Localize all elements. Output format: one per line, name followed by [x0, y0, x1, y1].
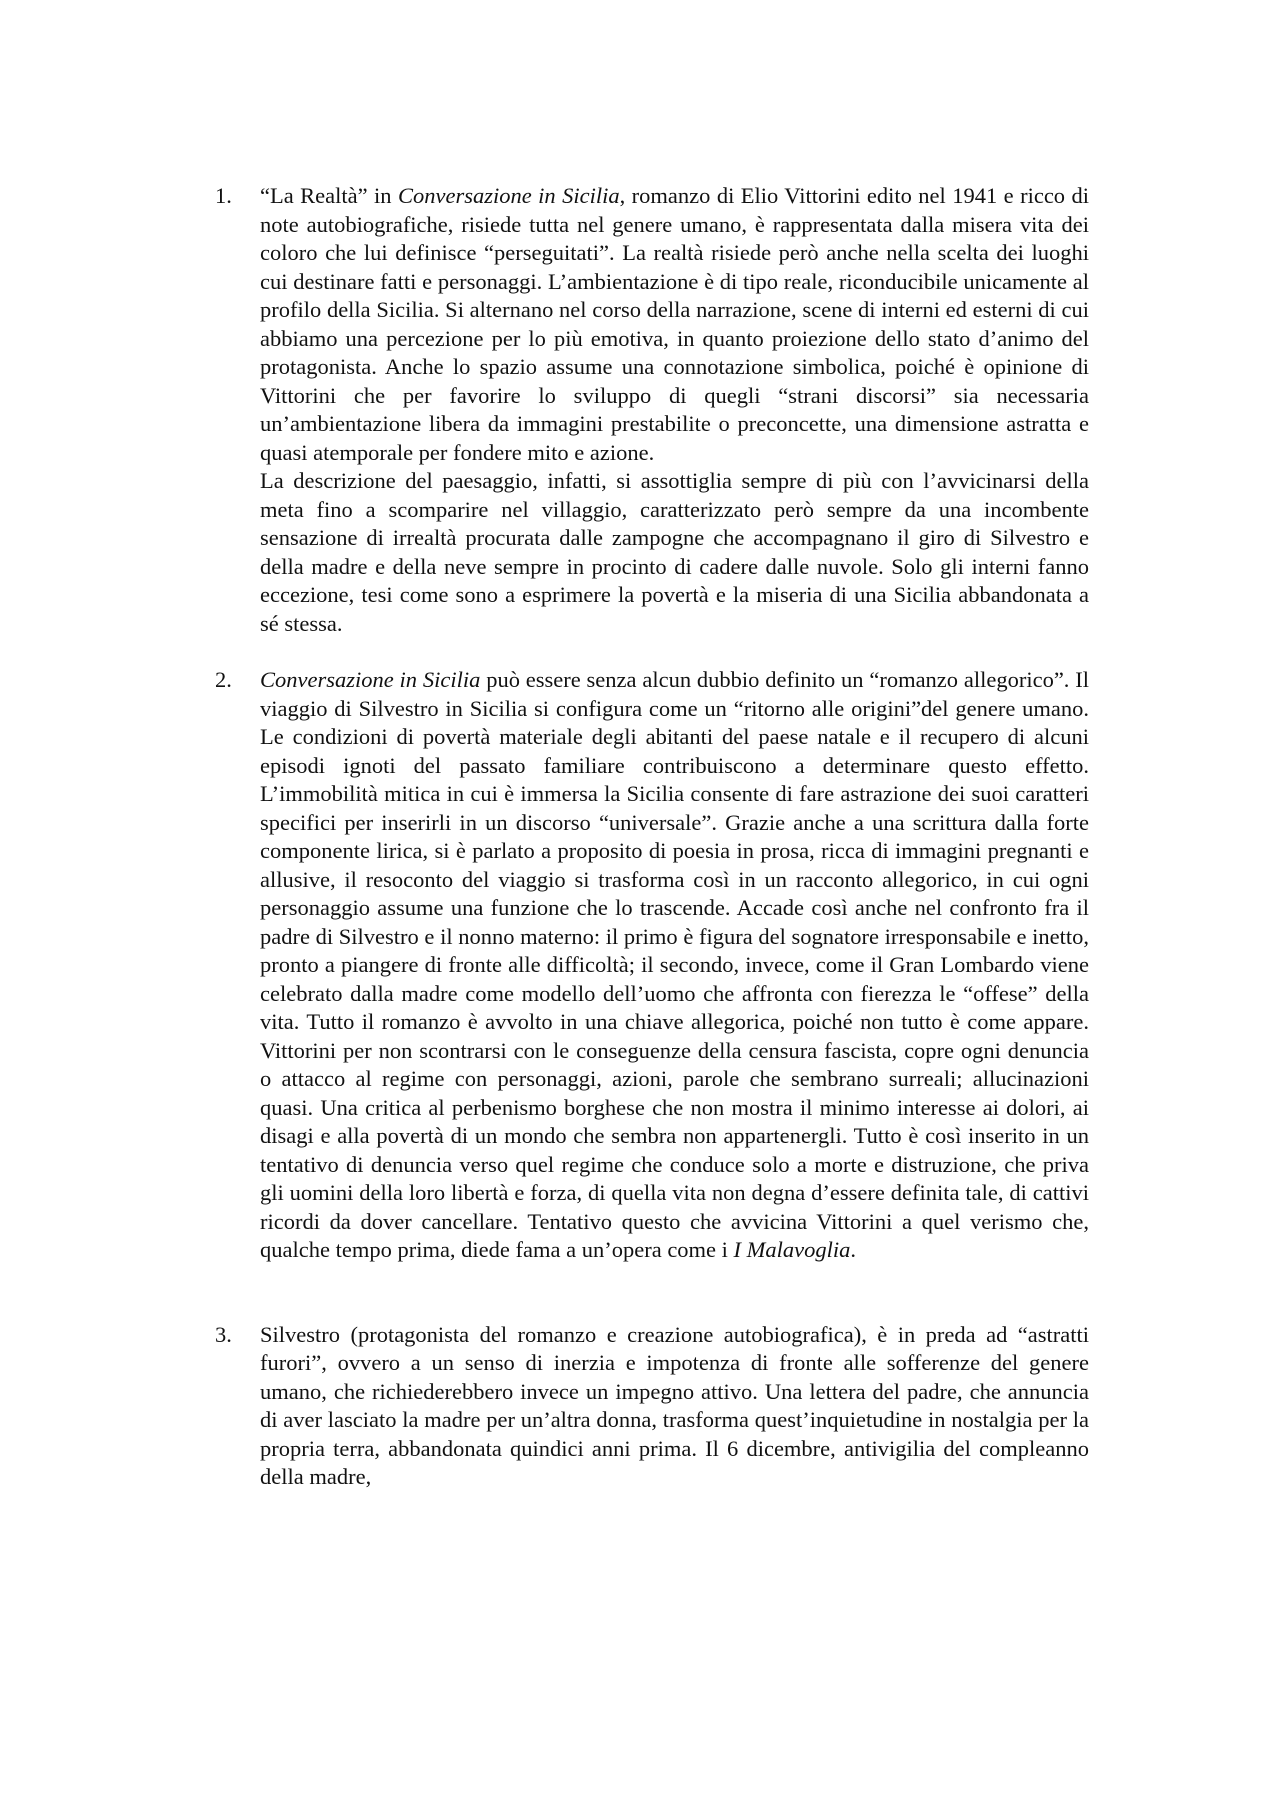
text-run: Silvestro (protagonista del romanzo e creazione autobiografica), è in preda ad “astratti furori”, ovvero a un senso di inerzia e impotenza di fronte alle sofferenze del genere umano, che richiederebbero invece un impegno attivo. Una lettera del padre, che annuncia di aver lasciato la madre per un’altra donna, trasforma quest’inquietudine in nostalgia per la propria terra, abbandonata quindici anni prima. Il 6 dicembre, antivigilia del compleanno della madre,: [260, 1321, 1089, 1489]
document-body: [215, 182, 1089, 1492]
text-run: “La Realtà” in: [260, 183, 398, 208]
list-item: [215, 1321, 1089, 1492]
paragraph: [260, 182, 1089, 467]
list-item-number: 3.: [215, 1321, 232, 1347]
book-title: I Malavoglia: [733, 1237, 851, 1262]
list-item: [215, 666, 1089, 1265]
paragraph: [260, 666, 1089, 1265]
book-title: Conversazione in Sicilia: [398, 183, 620, 208]
paragraph: [260, 1321, 1089, 1492]
text-run: La descrizione del paesaggio, infatti, si assottiglia sempre di più con l’avvicinarsi della meta fino a scomparire nel villaggio, caratterizzato però sempre da una incombente sensazione di irrealtà procurata dalle zampogne che accompagnano il giro di Silvestro e della madre e della neve sempre in procinto di cadere dalle nuvole. Solo gli interni fanno eccezione, tesi come sono a esprimere la povertà e la miseria di una Sicilia abbandonata a sé stessa.: [260, 468, 1089, 636]
book-title: Conversazione in Sicilia: [260, 667, 481, 692]
list-item-number: 1.: [215, 183, 232, 208]
text-run: , romanzo di Elio Vittorini edito nel 1941 e ricco di note autobiografiche, risiede tutta nel genere umano, è rappresentata dalla misera vita dei coloro che lui definisce “perseguitati”. La realtà risiede però anche nella scelta dei luoghi cui destinare fatti e personaggi. L’ambientazione è di tipo reale, riconducibile unicamente al profilo della Sicilia. Si alternano nel corso della narrazione, scene di interni ed esterni di cui abbiamo una percezione per lo più emotiva, in quanto proiezione dello stato d’animo del protagonista. Anche lo spazio assume una connotazione simbolica, poiché è opinione di Vittorini che per favorire lo sviluppo di quegli “strani discorsi” sia necessaria un’ambientazione libera da immagini prestabilite o preconcette, una dimensione astratta e quasi atemporale per fondere mito e azione.: [260, 183, 1089, 465]
list-item: [215, 182, 1089, 638]
text-run: .: [850, 1237, 857, 1262]
text-run: può essere senza alcun dubbio definito un “romanzo allegorico”. Il viaggio di Silvestro in Sicilia si configura come un “ritorno alle origini”del genere umano. Le condizioni di povertà materiale degli abitanti del paese natale e il recupero di alcuni episodi ignoti del passato familiare contribuiscono a determinare questo effetto. L’immobilità mitica in cui è immersa la Sicilia consente di fare astrazione dei suoi caratteri specifici per inserirli in un discorso “universale”. Grazie anche a una scrittura dalla forte componente lirica, si è parlato a proposito di poesia in prosa, ricca di immagini pregnanti e allusive, il resoconto del viaggio si trasforma così in un racconto allegorico, in cui ogni personaggio assume una funzione che lo trascende. Accade così anche nel confronto fra il padre di Silvestro e il nonno materno: il primo è figura del sognatore irresponsabile e inetto, pronto a piangere di fronte alle difficoltà; il secondo, invece, come il Gran Lombardo viene celebrato dalla madre come modello dell’uomo che affronta con fierezza le “offese” della vita. Tutto il romanzo è avvolto in una chiave allegorica, poiché non tutto è come appare. Vittorini per non scontrarsi con le conseguenze della censura fascista, copre ogni denuncia o attacco al regime con personaggi, azioni, parole che sembrano surreali; allucinazioni quasi. Una critica al perbenismo borghese che non mostra il minimo interesse ai dolori, ai disagi e alla povertà di un mondo che sembra non appartenergli. Tutto è così inserito in un tentativo di denuncia verso quel regime che conduce solo a morte e distruzione, che priva gli uomini della loro libertà e forza, di quella vita non degna d’essere definita tale, di cattivi ricordi da dover cancellare. Tentativo questo che avvicina Vittorini a quel verismo che, qualche tempo prima, diede fama a un’opera come i: [260, 667, 1089, 1262]
list-item-number: 2.: [215, 667, 232, 692]
paragraph: [260, 467, 1089, 638]
